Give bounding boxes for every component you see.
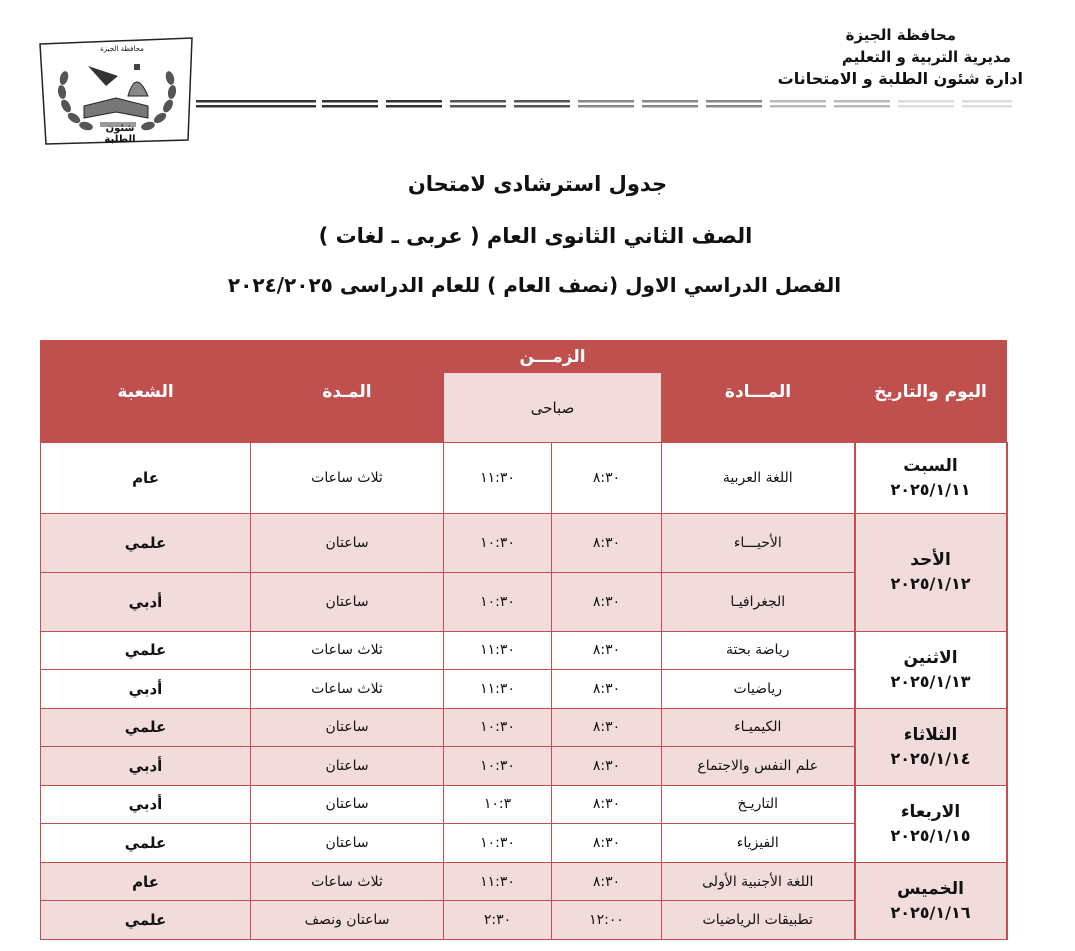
- day-name: الثلاثاء: [903, 724, 958, 745]
- directorate-label: مديرية التربية و التعليم: [841, 48, 1011, 66]
- subject-cell: الجغرافيـا: [662, 572, 855, 631]
- day-date-cell: [855, 513, 1007, 631]
- start-time-cell: ٨:٣٠: [552, 708, 662, 747]
- exam-date: ٢٠٢٥/١/١١: [890, 479, 971, 499]
- duration-cell: ثلاث ساعات: [251, 670, 444, 709]
- term-title: الفصل الدراسي الاول (نصف العام ) للعام الدراسى ٢٠٢٤/٢٠٢٥: [227, 273, 842, 297]
- start-time-cell: ١٢:٠٠: [552, 901, 662, 940]
- start-time-cell: ٨:٣٠: [552, 785, 662, 824]
- end-time-cell: ١٠:٣: [444, 785, 552, 824]
- exam-date: ٢٠٢٥/١/١٣: [890, 671, 971, 691]
- end-time-cell: ١٠:٣٠: [444, 824, 552, 863]
- duration-cell: ثلاث ساعات: [251, 862, 444, 901]
- exam-schedule-table: [40, 340, 1008, 940]
- start-time-cell: ٨:٣٠: [552, 443, 662, 514]
- start-time-cell: ٨:٣٠: [552, 513, 662, 572]
- header-subject: المـــادة: [662, 341, 855, 443]
- duration-cell: ساعتان: [251, 785, 444, 824]
- grade-title: الصف الثاني الثانوى العام ( عربى ـ لغات ): [318, 224, 753, 248]
- exam-date: ٢٠٢٥/١/١٥: [890, 825, 971, 845]
- day-name: الاربعاء: [900, 801, 961, 822]
- end-time-cell: ١١:٣٠: [444, 862, 552, 901]
- header-period: صباحى: [444, 373, 662, 443]
- header-day-date: اليوم والتاريخ: [855, 341, 1007, 443]
- end-time-cell: ١٠:٣٠: [444, 708, 552, 747]
- table-row: [41, 862, 1007, 901]
- administration-label: ادارة شئون الطلبة و الامتحانات: [777, 69, 1023, 88]
- exam-date: ٢٠٢٥/١/١٤: [890, 748, 971, 768]
- track-cell: علمي: [41, 513, 251, 572]
- track-cell: علمي: [41, 708, 251, 747]
- logo-caption: شئون الطلبة: [104, 123, 136, 145]
- table-row: [41, 631, 1007, 670]
- track-cell: أدبي: [41, 747, 251, 786]
- end-time-cell: ١١:٣٠: [444, 670, 552, 709]
- header-time: الزمـــن: [444, 341, 662, 373]
- logo-top-text: محافظة الجيزة: [100, 45, 144, 53]
- track-cell: أدبي: [41, 670, 251, 709]
- subject-cell: الكيميـاء: [662, 708, 855, 747]
- day-date-cell: [855, 631, 1007, 708]
- subject-cell: الأحيـــاء: [662, 513, 855, 572]
- day-date-cell: [855, 443, 1007, 514]
- day-date-cell: [855, 785, 1007, 862]
- table-row: [41, 443, 1007, 514]
- header-track: الشعبة: [41, 341, 251, 443]
- duration-cell: ساعتان ونصف: [251, 901, 444, 940]
- duration-cell: ساعتان: [251, 824, 444, 863]
- track-cell: أدبي: [41, 785, 251, 824]
- end-time-cell: ١١:٣٠: [444, 631, 552, 670]
- subject-cell: رياضيات: [662, 670, 855, 709]
- duration-cell: ثلاث ساعات: [251, 443, 444, 514]
- duration-cell: ثلاث ساعات: [251, 631, 444, 670]
- track-cell: علمي: [41, 824, 251, 863]
- table-row: [41, 708, 1007, 747]
- end-time-cell: ١١:٣٠: [444, 443, 552, 514]
- day-name: الخميس: [897, 878, 964, 899]
- start-time-cell: ٨:٣٠: [552, 670, 662, 709]
- start-time-cell: ٨:٣٠: [552, 747, 662, 786]
- header-block: [591, 24, 1023, 90]
- end-time-cell: ١٠:٣٠: [444, 513, 552, 572]
- duration-cell: ساعتان: [251, 513, 444, 572]
- document-title: جدول استرشادى لامتحان: [407, 172, 668, 196]
- duration-cell: ساعتان: [251, 572, 444, 631]
- end-time-cell: ١٠:٣٠: [444, 747, 552, 786]
- day-name: الاثنين: [903, 647, 958, 668]
- subject-cell: التاريـخ: [662, 785, 855, 824]
- header-divider: [196, 98, 1016, 112]
- start-time-cell: ٨:٣٠: [552, 572, 662, 631]
- subject-cell: اللغة الأجنبية الأولى: [662, 862, 855, 901]
- start-time-cell: ٨:٣٠: [552, 862, 662, 901]
- end-time-cell: ١٠:٣٠: [444, 572, 552, 631]
- subject-cell: تطبيقات الرياضيات: [662, 901, 855, 940]
- table-row: [41, 513, 1007, 572]
- header-duration: المـدة: [251, 341, 444, 443]
- day-date-cell: [855, 708, 1007, 785]
- day-name: السبت: [903, 455, 958, 476]
- subject-cell: اللغة العربية: [662, 443, 855, 514]
- track-cell: أدبي: [41, 572, 251, 631]
- end-time-cell: ٢:٣٠: [444, 901, 552, 940]
- track-cell: علمي: [41, 631, 251, 670]
- day-date-cell: [855, 862, 1007, 939]
- schedule-body: [41, 443, 1007, 940]
- exam-date: ٢٠٢٥/١/١٢: [890, 574, 971, 594]
- start-time-cell: ٨:٣٠: [552, 824, 662, 863]
- exam-date: ٢٠٢٥/١/١٦: [890, 902, 971, 922]
- table-row: [41, 785, 1007, 824]
- track-cell: عام: [41, 443, 251, 514]
- day-name: الأحد: [910, 550, 951, 571]
- track-cell: علمي: [41, 901, 251, 940]
- duration-cell: ساعتان: [251, 708, 444, 747]
- subject-cell: رياضة بحتة: [662, 631, 855, 670]
- subject-cell: علم النفس والاجتماع: [662, 747, 855, 786]
- governorate-label: محافظة الجيزة: [845, 26, 956, 44]
- track-cell: عام: [41, 862, 251, 901]
- start-time-cell: ٨:٣٠: [552, 631, 662, 670]
- duration-cell: ساعتان: [251, 747, 444, 786]
- subject-cell: الفيزياء: [662, 824, 855, 863]
